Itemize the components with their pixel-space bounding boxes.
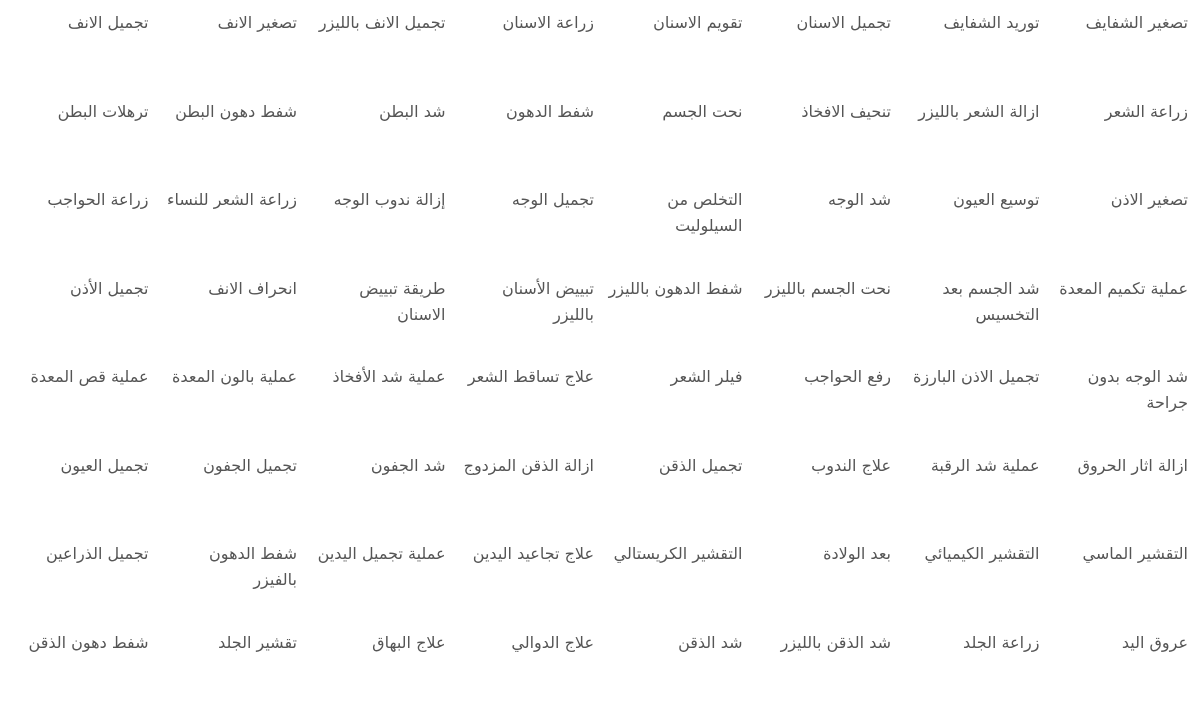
- procedure-link[interactable]: رفع الحواجب: [755, 364, 891, 390]
- link-item: [149, 4, 298, 93]
- link-item: [743, 181, 892, 270]
- link-item: [0, 447, 149, 536]
- link-item: [149, 270, 298, 359]
- link-item: [594, 4, 743, 93]
- procedure-link[interactable]: نحت الجسم: [607, 99, 743, 125]
- link-item: [594, 535, 743, 624]
- link-item: [594, 358, 743, 447]
- procedure-link[interactable]: زراعة الاسنان: [458, 10, 594, 36]
- procedure-link[interactable]: تجميل الاذن البارزة: [904, 364, 1040, 390]
- procedure-link[interactable]: زراعة الشعر للنساء: [161, 187, 297, 213]
- link-item: [1040, 447, 1189, 536]
- link-item: [0, 624, 149, 712]
- procedure-link[interactable]: تصغير الاذن: [1052, 187, 1188, 213]
- procedure-link[interactable]: تجميل العيون: [13, 453, 149, 479]
- procedure-link[interactable]: تنحيف الافخاذ: [755, 99, 891, 125]
- link-item: [891, 535, 1040, 624]
- link-item: [743, 358, 892, 447]
- link-item: [297, 535, 446, 624]
- link-item: [594, 181, 743, 270]
- link-item: [743, 624, 892, 712]
- link-item: [149, 624, 298, 712]
- link-item: [149, 358, 298, 447]
- link-item: [891, 4, 1040, 93]
- procedure-link[interactable]: طريقة تبييض الاسنان: [310, 276, 446, 328]
- procedure-link[interactable]: زراعة الجلد: [904, 630, 1040, 656]
- procedure-link[interactable]: تصغير الشفايف: [1052, 10, 1188, 36]
- procedure-link[interactable]: زراعة الشعر: [1052, 99, 1188, 125]
- procedure-link[interactable]: شفط الدهون بالليزر: [607, 276, 743, 302]
- procedure-link[interactable]: شد الذقن: [607, 630, 743, 656]
- procedure-link[interactable]: عملية تجميل اليدين: [310, 541, 446, 567]
- procedure-link[interactable]: توريد الشفايف: [904, 10, 1040, 36]
- link-item: [297, 181, 446, 270]
- link-item: [1040, 93, 1189, 182]
- procedure-link[interactable]: التقشير الكيميائي: [904, 541, 1040, 567]
- link-item: [743, 4, 892, 93]
- procedure-link[interactable]: تجميل الذقن: [607, 453, 743, 479]
- procedure-link[interactable]: علاج تجاعيد اليدين: [458, 541, 594, 567]
- link-item: [1040, 4, 1189, 93]
- link-item: [743, 447, 892, 536]
- link-item: [446, 624, 595, 712]
- procedure-link[interactable]: التقشير الكريستالي: [607, 541, 743, 567]
- procedure-link[interactable]: تجميل الجفون: [161, 453, 297, 479]
- link-item: [1040, 535, 1189, 624]
- procedure-link[interactable]: شفط الدهون: [458, 99, 594, 125]
- link-item: [891, 270, 1040, 359]
- link-item: [891, 93, 1040, 182]
- procedure-link[interactable]: توسيع العيون: [904, 187, 1040, 213]
- procedure-link[interactable]: شد الجفون: [310, 453, 446, 479]
- link-item: [743, 535, 892, 624]
- link-item: [297, 447, 446, 536]
- link-item: [594, 93, 743, 182]
- procedure-link[interactable]: شد الوجه بدون جراحة: [1052, 364, 1188, 416]
- link-item: [1040, 181, 1189, 270]
- procedure-link[interactable]: علاج البهاق: [310, 630, 446, 656]
- procedure-link[interactable]: شد الجسم بعد التخسيس: [904, 276, 1040, 328]
- link-item: [297, 93, 446, 182]
- procedure-link[interactable]: علاج الدوالي: [458, 630, 594, 656]
- link-item: [0, 358, 149, 447]
- procedure-link[interactable]: شد البطن: [310, 99, 446, 125]
- procedure-link[interactable]: تقويم الاسنان: [607, 10, 743, 36]
- procedure-link[interactable]: تجميل الذراعين: [13, 541, 149, 567]
- link-item: [594, 270, 743, 359]
- procedure-link[interactable]: تجميل الانف: [13, 10, 149, 36]
- procedure-link[interactable]: نحت الجسم بالليزر: [755, 276, 891, 302]
- procedure-link[interactable]: ترهلات البطن: [13, 99, 149, 125]
- procedure-link[interactable]: فيلر الشعر: [607, 364, 743, 390]
- link-item: [743, 270, 892, 359]
- procedure-link[interactable]: بعد الولادة: [755, 541, 891, 567]
- procedure-link[interactable]: التقشير الماسي: [1052, 541, 1188, 567]
- link-item: [297, 358, 446, 447]
- link-item: [446, 447, 595, 536]
- procedure-link[interactable]: تبييض الأسنان بالليزر: [458, 276, 594, 328]
- procedure-link[interactable]: تجميل الأذن: [13, 276, 149, 302]
- link-item: [446, 270, 595, 359]
- link-item: [1040, 624, 1189, 712]
- procedure-link[interactable]: شد الوجه: [755, 187, 891, 213]
- procedure-link[interactable]: عملية شد الأفخاذ: [310, 364, 446, 390]
- link-item: [891, 447, 1040, 536]
- link-item: [0, 4, 149, 93]
- procedure-link[interactable]: إزالة ندوب الوجه: [310, 187, 446, 213]
- link-item: [891, 181, 1040, 270]
- procedure-link[interactable]: تجميل الانف بالليزر: [310, 10, 446, 36]
- procedure-link[interactable]: تجميل الاسنان: [755, 10, 891, 36]
- link-item: [446, 358, 595, 447]
- link-item: [0, 181, 149, 270]
- link-item: [743, 93, 892, 182]
- link-item: [149, 181, 298, 270]
- link-item: [1040, 270, 1189, 359]
- procedure-link[interactable]: عملية بالون المعدة: [161, 364, 297, 390]
- procedure-link[interactable]: التخلص من السيلوليت: [607, 187, 743, 239]
- procedure-link[interactable]: تصغير الانف: [161, 10, 297, 36]
- procedure-link[interactable]: شفط دهون الذقن: [13, 630, 149, 656]
- link-item: [446, 535, 595, 624]
- procedure-link[interactable]: عملية قص المعدة: [13, 364, 149, 390]
- link-item: [594, 624, 743, 712]
- link-item: [0, 535, 149, 624]
- procedure-link[interactable]: انحراف الانف: [161, 276, 297, 302]
- link-item: [891, 624, 1040, 712]
- procedure-link[interactable]: عملية شد الرقبة: [904, 453, 1040, 479]
- procedure-link[interactable]: تجميل الوجه: [458, 187, 594, 213]
- link-item: [149, 447, 298, 536]
- procedure-link[interactable]: عروق اليد: [1052, 630, 1188, 656]
- link-item: [1040, 358, 1189, 447]
- link-item: [446, 4, 595, 93]
- link-item: [149, 93, 298, 182]
- procedure-link[interactable]: ازالة الذقن المزدوج: [458, 453, 594, 479]
- link-item: [446, 181, 595, 270]
- link-item: [0, 270, 149, 359]
- procedure-link[interactable]: شد الذقن بالليزر: [755, 630, 891, 656]
- procedure-link[interactable]: ازالة اثار الحروق: [1052, 453, 1188, 479]
- procedure-link[interactable]: علاج الندوب: [755, 453, 891, 479]
- link-item: [0, 93, 149, 182]
- procedure-link[interactable]: علاج تساقط الشعر: [458, 364, 594, 390]
- procedure-link[interactable]: عملية تكميم المعدة: [1052, 276, 1188, 302]
- procedure-link[interactable]: ازالة الشعر بالليزر: [904, 99, 1040, 125]
- procedure-link[interactable]: زراعة الحواجب: [13, 187, 149, 213]
- procedure-link[interactable]: شفط الدهون بالفيزر: [161, 541, 297, 593]
- link-item: [149, 535, 298, 624]
- link-item: [446, 93, 595, 182]
- link-item: [594, 447, 743, 536]
- procedure-link[interactable]: تقشير الجلد: [161, 630, 297, 656]
- link-item: [297, 4, 446, 93]
- link-item: [297, 624, 446, 712]
- link-item: [297, 270, 446, 359]
- link-item: [891, 358, 1040, 447]
- procedure-link[interactable]: شفط دهون البطن: [161, 99, 297, 125]
